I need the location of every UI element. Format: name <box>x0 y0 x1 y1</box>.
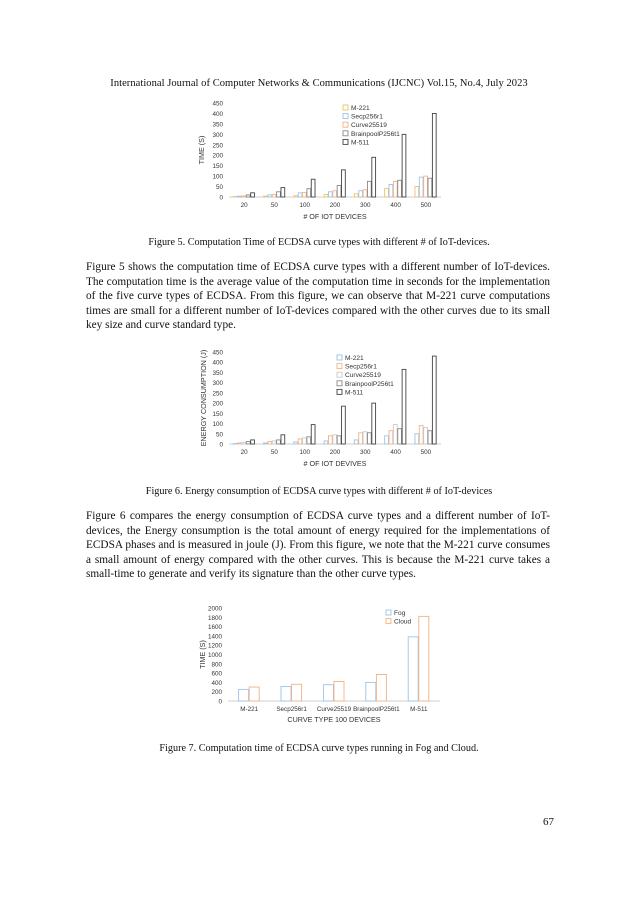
bar <box>281 687 291 701</box>
journal-header: International Journal of Computer Networks & Communications (IJCNC) Vol.15, No.4, July 2023 <box>110 78 528 89</box>
figure-6-caption: Figure 6. Energy consumption of ECDSA curve types with different # of IoT-devices <box>145 486 493 497</box>
y-tick-label: 100 <box>212 421 223 429</box>
y-tick-label: 200 <box>211 689 222 697</box>
x-tick-label: 100 <box>299 202 310 209</box>
y-tick-label: 50 <box>215 184 223 192</box>
bar <box>402 369 406 444</box>
legend-label: Cloud <box>394 618 412 626</box>
y-tick-label: 0 <box>218 698 222 706</box>
legend-swatch <box>337 372 342 377</box>
bar <box>238 196 242 197</box>
y-tick-label: 300 <box>212 380 223 388</box>
y-tick-label: 50 <box>215 431 223 439</box>
bar <box>264 443 268 444</box>
bar <box>294 442 298 444</box>
x-tick-label: 200 <box>329 202 341 209</box>
figure-7-chart <box>0 600 638 730</box>
bar <box>242 196 246 197</box>
bar <box>277 192 281 197</box>
bar <box>333 191 337 197</box>
y-tick-label: 1200 <box>207 642 222 650</box>
legend-swatch <box>386 610 391 615</box>
bar <box>385 436 389 444</box>
x-tick-label: 300 <box>360 202 371 209</box>
bar <box>238 443 242 444</box>
bar <box>334 681 344 701</box>
bar <box>298 193 302 197</box>
y-axis-title: ENERGY CONSUMPTION (J) <box>199 349 208 447</box>
y-tick-label: 600 <box>211 670 222 678</box>
bar <box>354 440 358 444</box>
x-tick-label: Secp256r1 <box>276 706 307 713</box>
y-tick-label: 250 <box>212 390 223 398</box>
bar <box>337 436 341 444</box>
figure-7-caption: Figure 7. Computation time of ECDSA curve types running in Fog and Cloud. <box>159 743 479 754</box>
bar <box>424 176 428 197</box>
bar <box>333 435 337 444</box>
bar <box>246 442 250 444</box>
bar <box>415 434 419 444</box>
legend-label: Secp256r1 <box>351 113 383 121</box>
bar <box>268 195 272 197</box>
y-tick-label: 1000 <box>207 652 222 659</box>
x-axis-title: CURVE TYPE 100 DEVICES <box>287 715 381 724</box>
bar <box>393 425 397 444</box>
x-tick-label: 100 <box>299 449 310 456</box>
page-number: 67 <box>543 816 554 828</box>
bar <box>324 194 328 197</box>
legend-label: M-221 <box>351 105 370 112</box>
bar <box>303 438 307 444</box>
legend-swatch <box>337 355 342 360</box>
bar <box>389 431 393 444</box>
y-tick-label: 350 <box>212 121 223 129</box>
bar <box>292 684 302 701</box>
legend-swatch <box>343 131 348 136</box>
bar <box>367 181 371 197</box>
bar <box>328 436 332 444</box>
y-tick-label: 200 <box>212 152 223 160</box>
bar <box>376 674 386 701</box>
x-tick-label: 200 <box>329 449 341 456</box>
bar <box>398 180 402 197</box>
legend-swatch <box>343 114 348 119</box>
y-tick-label: 0 <box>219 441 223 449</box>
x-tick-label: 50 <box>270 449 278 456</box>
figure-5-chart <box>0 96 638 226</box>
y-tick-label: 250 <box>212 142 223 150</box>
bar <box>389 184 393 197</box>
y-tick-label: 400 <box>212 359 223 367</box>
bar <box>363 190 367 197</box>
legend-swatch <box>343 139 348 144</box>
legend-label: Curve25519 <box>351 122 387 130</box>
bar <box>372 403 376 444</box>
x-tick-label: 400 <box>390 202 401 209</box>
bar <box>342 170 346 197</box>
x-tick-label: BrainpoolP256t1 <box>353 706 400 713</box>
legend-label: Fog <box>394 610 406 617</box>
y-tick-label: 200 <box>212 400 223 408</box>
legend-swatch <box>343 122 348 127</box>
bar <box>342 406 346 444</box>
bar <box>419 426 423 444</box>
x-tick-label: 20 <box>240 449 248 456</box>
x-tick-label: Curve25519 <box>316 706 352 713</box>
figure-5-caption: Figure 5. Computation Time of ECDSA curve types with different # of IoT-devices. <box>148 237 490 248</box>
bar <box>307 189 311 197</box>
bar <box>363 432 367 444</box>
y-tick-label: 300 <box>212 131 223 139</box>
bar <box>328 192 332 197</box>
y-tick-label: 1800 <box>207 614 222 622</box>
bar <box>307 437 311 444</box>
y-axis-title: TIME (S) <box>198 640 207 669</box>
paragraph-figure-6: Figure 6 compares the energy consumption of ECDSA curve types and a different number of IoT-devices, the Energy consumption is the total amount of energy required for the implementations of ECDSA phases and is measured in joule (J). From this figure, we note that the M-221 curve consumes a small amount of energy compared with the other curves. This is because the M-221 curve takes a small-time to generate and verify its signature than the other curve types. <box>86 510 550 581</box>
x-tick-label: 500 <box>420 449 432 456</box>
bar <box>249 687 259 701</box>
x-tick-label: 500 <box>420 202 432 209</box>
legend-label: BrainpoolP256t1 <box>351 130 400 138</box>
bar <box>264 196 268 197</box>
bar <box>419 616 429 701</box>
bar <box>281 188 285 197</box>
y-tick-label: 0 <box>219 194 223 202</box>
bar <box>242 442 246 444</box>
bar <box>251 193 255 197</box>
bar <box>272 194 276 197</box>
x-tick-label: 300 <box>360 449 371 456</box>
y-tick-label: 1600 <box>207 624 222 632</box>
bar <box>311 425 315 444</box>
bar <box>385 189 389 197</box>
bar <box>246 195 250 197</box>
bar <box>303 192 307 197</box>
bar <box>372 157 376 197</box>
x-axis-title: # OF IOT DEVICES <box>303 212 367 221</box>
bar <box>239 689 249 701</box>
y-tick-label: 450 <box>212 349 223 357</box>
bar <box>393 181 397 197</box>
x-tick-label: 50 <box>270 202 278 209</box>
legend-label: M-511 <box>345 389 364 397</box>
legend-swatch <box>386 619 391 624</box>
x-axis-title: # OF IOT DEVIVES <box>303 459 367 468</box>
bar <box>359 433 363 444</box>
bar <box>324 441 328 444</box>
legend-label: M-221 <box>345 355 364 362</box>
bar <box>294 196 298 197</box>
paragraph-figure-5: Figure 5 shows the computation time of ECDSA curve types with a different number of IoT-devices. The computation time is the average value of the computation time in seconds for the implementation of the five curve types of ECDSA. From this figure, we can observe that M-221 curve computations times are small for a different number of IoT-devices compared with the other curves due to its small key size and curve standard type. <box>86 261 550 332</box>
bar <box>359 191 363 197</box>
bar <box>281 435 285 444</box>
legend-label: Curve25519 <box>345 372 381 380</box>
bar <box>366 682 376 701</box>
bar <box>272 441 276 444</box>
y-tick-label: 800 <box>211 661 222 669</box>
bar <box>354 194 358 197</box>
y-tick-label: 450 <box>212 100 223 108</box>
bar <box>424 428 428 444</box>
y-tick-label: 2000 <box>207 605 222 613</box>
bar <box>408 637 418 701</box>
y-tick-label: 1400 <box>207 633 222 641</box>
bar <box>277 440 281 444</box>
legend-label: Secp256r1 <box>345 363 377 371</box>
legend-label: BrainpoolP256t1 <box>345 380 394 388</box>
bar <box>323 685 333 701</box>
bar <box>428 431 432 444</box>
bar <box>251 440 255 444</box>
y-tick-label: 150 <box>212 410 223 418</box>
y-tick-label: 400 <box>211 679 222 687</box>
legend-swatch <box>337 389 342 394</box>
bar <box>402 134 406 197</box>
bar <box>432 113 436 197</box>
bar <box>367 433 371 444</box>
bar <box>311 179 315 197</box>
figure-6-chart <box>0 345 638 475</box>
bar <box>337 186 341 197</box>
bar <box>419 177 423 197</box>
bar <box>398 429 402 444</box>
legend-swatch <box>343 105 348 110</box>
legend-label: M-511 <box>351 139 370 147</box>
bar <box>428 178 432 197</box>
legend-swatch <box>337 381 342 386</box>
x-tick-label: 20 <box>240 202 248 209</box>
bar <box>415 187 419 197</box>
y-axis-title: TIME (S) <box>197 135 206 165</box>
y-tick-label: 400 <box>212 110 223 118</box>
bar <box>432 356 436 444</box>
legend-swatch <box>337 364 342 369</box>
x-tick-label: M-221 <box>240 706 259 713</box>
bar <box>298 439 302 444</box>
bar <box>268 442 272 444</box>
y-tick-label: 100 <box>212 173 223 181</box>
y-tick-label: 150 <box>212 163 223 171</box>
x-tick-label: M-511 <box>410 706 428 713</box>
x-tick-label: 400 <box>390 449 401 456</box>
y-tick-label: 350 <box>212 369 223 377</box>
